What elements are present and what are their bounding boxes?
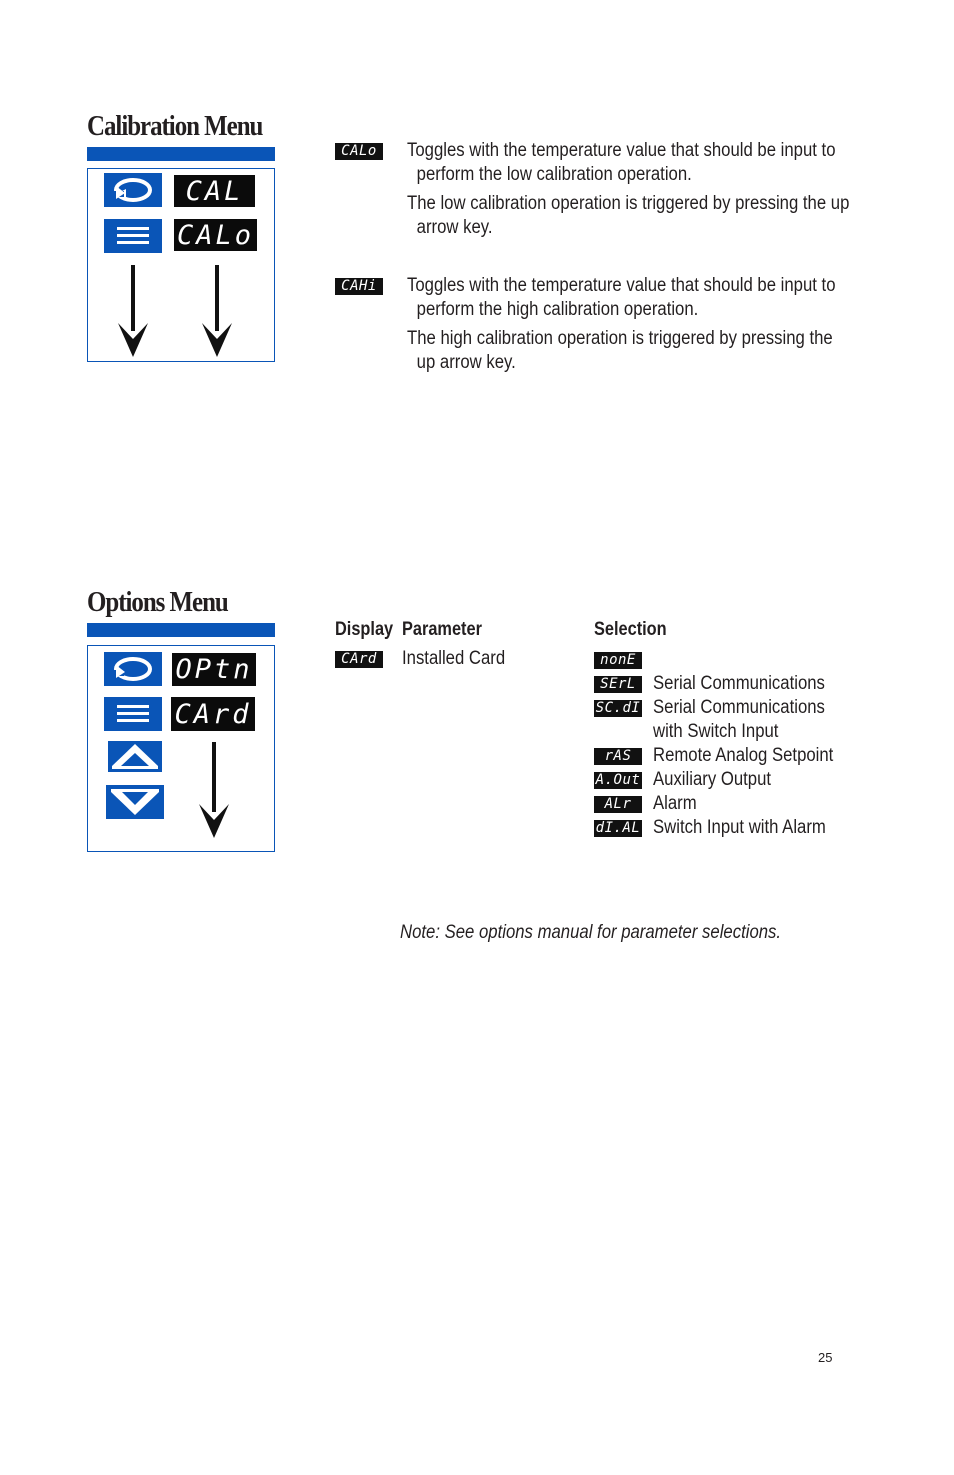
selection-alarm: Alarm xyxy=(653,793,697,814)
cycle-arrow-icon xyxy=(104,652,162,686)
code-card: CArd xyxy=(335,651,383,668)
up-chevron-icon xyxy=(108,741,162,772)
header-selection: Selection xyxy=(594,619,667,640)
options-note: Note: See options manual for parameter selections. xyxy=(400,922,782,943)
down-arrow-icon xyxy=(202,265,232,359)
code-calo: CALo xyxy=(335,143,383,160)
up-key[interactable] xyxy=(108,741,162,772)
down-chevron-icon xyxy=(106,785,164,819)
code-alr: ALr xyxy=(594,796,642,813)
down-arrow-icon xyxy=(199,742,229,840)
code-aout: A.Out xyxy=(595,772,641,788)
code-dial: dI.AL xyxy=(595,820,641,836)
selection-remote-analog: Remote Analog Setpoint xyxy=(653,745,834,766)
menu-lines-icon xyxy=(104,697,162,731)
lcd-display-cal: CAL xyxy=(174,175,255,207)
cycle-arrow-icon xyxy=(104,173,162,207)
code-serl: SErL xyxy=(594,676,642,693)
page-number: 25 xyxy=(818,1350,833,1365)
selection-aux-output: Auxiliary Output xyxy=(653,769,772,790)
down-key[interactable] xyxy=(106,785,164,819)
lcd-display-card: CArd xyxy=(171,697,255,731)
calo-description: Toggles with the temperature value that should be input to perform the low calibration operation. The low calibration operation is triggered by pressing the up arrow key. xyxy=(407,140,850,238)
selection-switch-alarm: Switch Input with Alarm xyxy=(653,817,826,838)
cahi-description: Toggles with the temperature value that should be input to perform the high calibration operation. The high calibration operation is triggered by pressing the up arrow key. xyxy=(407,275,836,373)
code-scdi: SC.dI xyxy=(595,700,641,716)
options-key-panel xyxy=(87,645,275,852)
lcd-display-optn: OPtn xyxy=(172,653,256,686)
down-arrow-icon xyxy=(118,265,148,359)
calibration-menu-title: Calibration Menu xyxy=(87,110,263,142)
menu-key[interactable] xyxy=(104,697,162,731)
options-menu-title: Options Menu xyxy=(87,586,228,618)
selection-serial-comms: Serial Communications xyxy=(653,673,825,694)
menu-lines-icon xyxy=(104,219,162,253)
code-cahi: CAHi xyxy=(335,278,383,295)
cycle-key[interactable] xyxy=(104,173,162,207)
selection-serial-comms-switch: Serial Communications with Switch Input xyxy=(653,697,825,742)
options-title-bar xyxy=(87,623,275,637)
menu-key[interactable] xyxy=(104,219,162,253)
parameter-installed-card: Installed Card xyxy=(402,648,506,669)
lcd-display-calo: CALo xyxy=(174,219,257,251)
cycle-key[interactable] xyxy=(104,652,162,686)
calibration-key-panel xyxy=(87,168,275,362)
header-parameter: Parameter xyxy=(402,619,482,640)
calibration-title-bar xyxy=(87,147,275,161)
code-ras: rAS xyxy=(594,748,642,765)
header-display: Display xyxy=(335,619,394,640)
code-none: nonE xyxy=(594,652,642,669)
